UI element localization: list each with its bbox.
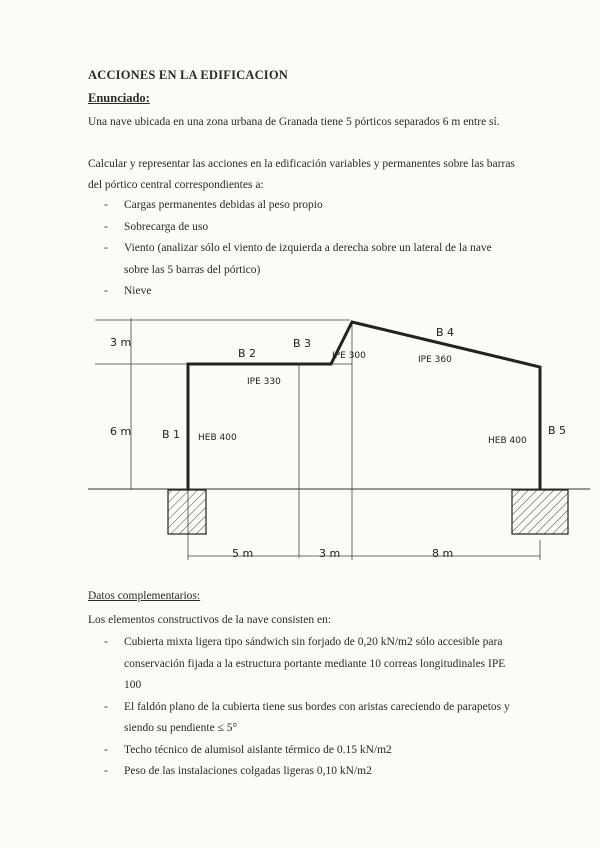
profile-b4: IPE 360 [418,355,452,365]
label-b2: B 2 [238,347,257,360]
list-item: - Cargas permanentes debidas al peso propio [88,195,513,217]
label-b1: B 1 [162,428,181,441]
list-item: - Viento (analizar sólo el viento de izquierda a derecha sobre un lateral de la nave sobre las 5 barras del pórtico) [88,238,513,281]
span-3: 8 m [432,547,454,560]
profile-b1: HEB 400 [198,433,237,443]
statement-heading: Enunciado: [88,91,150,105]
dim-3m-left: 3 m [110,336,132,349]
list-item: - Peso de las instalaciones colgadas ligeras 0,10 kN/m2 [88,761,513,783]
span-1: 5 m [232,547,254,560]
label-b5: B 5 [548,424,567,437]
dim-6m-left: 6 m [110,425,132,438]
statement-paragraph-1: Una nave ubicada en una zona urbana de Granada tiene 5 pórticos separados 6 m entre sí. [88,116,500,128]
foundation-left [168,490,206,534]
list-item: - Cubierta mixta ligera tipo sándwich sin forjado de 0,20 kN/m2 sólo accesible para conservación fijada a la estructura portante mediante 10 correas longitudinales IPE 100 [88,632,513,697]
list-item: - Sobrecarga de uso [88,217,513,239]
complementary-heading: Datos complementarios: [88,590,201,602]
statement-paragraph-2: Calcular y representar las acciones en la edificación variables y permanentes sobre las barras del pórtico central correspondientes a: [88,158,515,191]
label-b4: B 4 [436,326,455,339]
list-item: - Techo técnico de alumisol aislante térmico de 0.15 kN/m2 [88,740,513,762]
list-item: - Nieve [88,281,513,303]
document-title: ACCIONES EN LA EDIFICACION [88,68,289,82]
list-item: - El faldón plano de la cubierta tiene sus bordes con aristas careciendo de parapetos y siendo su pendiente ≤ 5° [88,697,513,740]
complementary-intro: Los elementos constructivos de la nave consisten en: [88,614,332,626]
profile-b5: HEB 400 [488,436,527,446]
elements-list [88,632,513,783]
profile-b3: IPE 300 [332,351,366,361]
foundation-right [512,490,568,534]
label-b3: B 3 [293,337,312,350]
span-2: 3 m [319,547,341,560]
profile-b2: IPE 330 [247,377,281,387]
